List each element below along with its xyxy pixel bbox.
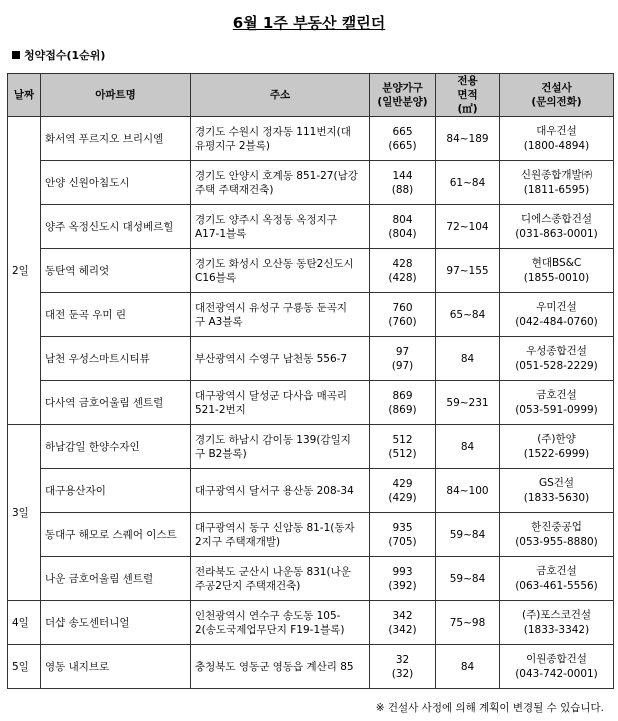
apartment-name: 대구용산자이: [41, 469, 191, 513]
total-units: 993: [392, 565, 413, 578]
supply-cell: [370, 645, 436, 689]
header-builder: [500, 74, 614, 117]
address-line1: 대구광역시 동구 신암동 81-1(동자: [195, 521, 355, 534]
general-units: (512): [388, 447, 417, 460]
table-row: [8, 337, 614, 381]
header-builder-line2: (문의전화): [531, 96, 582, 108]
builder-phone: (1811-6595): [523, 183, 590, 196]
address-line2: 주택 주택재건축): [195, 183, 274, 196]
calendar-table: [7, 73, 614, 689]
date-cell: 5일: [8, 645, 41, 689]
builder-cell: [500, 645, 614, 689]
address-line1: 경기도 화성시 오산동 동탄2신도시: [195, 257, 354, 270]
table-row: [8, 513, 614, 557]
table-row: [8, 117, 614, 161]
total-units: 665: [392, 125, 413, 138]
area-cell: 97~155: [436, 249, 500, 293]
table-row: [8, 645, 614, 689]
address-cell: [191, 293, 370, 337]
address-line2: 구 B2블록): [195, 447, 247, 460]
section-label: 청약접수(1순위): [24, 49, 106, 62]
date-cell: 3일: [8, 425, 41, 601]
builder-cell: [500, 557, 614, 601]
table-row: [8, 293, 614, 337]
builder-phone: (051-528-2229): [515, 359, 598, 372]
supply-cell: [370, 249, 436, 293]
address-cell: [191, 645, 370, 689]
area-cell: 84: [436, 425, 500, 469]
general-units: (665): [388, 139, 417, 152]
total-units: 428: [392, 257, 413, 270]
table-row: [8, 161, 614, 205]
address-line2: 주공2단지 주택재건축): [195, 579, 301, 592]
address-line1: 인천광역시 연수구 송도동 105-: [195, 609, 341, 622]
header-supply: [370, 74, 436, 117]
footnote: ※ 건설사 사정에 의해 계획이 변경될 수 있습니다.: [375, 702, 604, 714]
builder-cell: [500, 513, 614, 557]
address-line1: 대전광역시 유성구 구룡동 둔곡지: [195, 301, 348, 314]
apartment-name: 양주 옥정신도시 대성베르힐: [41, 205, 191, 249]
builder-cell: [500, 161, 614, 205]
address-cell: [191, 381, 370, 425]
builder-name: GS건설: [538, 476, 575, 489]
builder-name: 금호건설: [536, 564, 577, 577]
builder-cell: [500, 205, 614, 249]
header-supply-line2: (일반분양): [377, 96, 428, 108]
address-line2: C16블록: [195, 271, 236, 284]
total-units: 97: [395, 345, 410, 358]
address-cell: [191, 249, 370, 293]
builder-name: 금호건설: [536, 388, 577, 401]
address-line1: 전라북도 군산시 나운동 831(나운: [195, 565, 351, 578]
apartment-name: 하남감일 한양수자인: [41, 425, 191, 469]
builder-phone: (053-955-8880): [515, 535, 598, 548]
area-cell: 59~231: [436, 381, 500, 425]
table-body: [8, 117, 614, 689]
table-row: [8, 425, 614, 469]
apartment-name: 동탄역 헤리엇: [41, 249, 191, 293]
table-row: [8, 205, 614, 249]
supply-cell: [370, 205, 436, 249]
address-cell: [191, 117, 370, 161]
general-units: (32): [391, 667, 414, 680]
general-units: (804): [388, 227, 417, 240]
square-bullet-icon: [12, 51, 20, 59]
header-apt: 아파트명: [41, 74, 191, 117]
apartment-name: 더샵 송도센터니얼: [41, 601, 191, 645]
supply-cell: [370, 117, 436, 161]
date-cell: 2일: [8, 117, 41, 425]
supply-cell: [370, 161, 436, 205]
builder-cell: [500, 601, 614, 645]
builder-phone: (053-591-0999): [515, 403, 598, 416]
header-supply-line1: 분양가구: [382, 82, 423, 94]
header-area-line2: 면적: [457, 89, 478, 101]
general-units: (88): [391, 183, 414, 196]
area-cell: 84: [436, 337, 500, 381]
area-cell: 72~104: [436, 205, 500, 249]
general-units: (760): [388, 315, 417, 328]
builder-phone: (1833-5630): [523, 491, 590, 504]
area-cell: 65~84: [436, 293, 500, 337]
builder-name: 신원종합개발㈜: [520, 168, 593, 181]
address-line1: 충청북도 영동군 영동읍 계산리 85: [195, 660, 354, 673]
builder-cell: [500, 249, 614, 293]
general-units: (705): [388, 535, 417, 548]
general-units: (428): [388, 271, 417, 284]
address-line2: 2지구 주택재개발): [195, 535, 281, 548]
supply-cell: [370, 601, 436, 645]
supply-cell: [370, 293, 436, 337]
builder-name: 한진중공업: [531, 520, 582, 533]
address-line1: 대구광역시 달성군 다사읍 매곡리: [195, 389, 348, 402]
total-units: 512: [392, 433, 413, 446]
builder-name: (주)한양: [537, 432, 576, 445]
address-line2: 521-2번지: [195, 403, 246, 416]
apartment-name: 다사역 금호어울림 센트럴: [41, 381, 191, 425]
general-units: (869): [388, 403, 417, 416]
area-cell: 84~189: [436, 117, 500, 161]
builder-phone: (063-461-5556): [515, 579, 598, 592]
general-units: (97): [391, 359, 414, 372]
builder-name: 디에스종합건설: [520, 212, 592, 225]
date-cell: 4일: [8, 601, 41, 645]
header-date: 날짜: [8, 74, 41, 117]
total-units: 869: [392, 389, 413, 402]
builder-cell: [500, 469, 614, 513]
area-cell: 59~84: [436, 513, 500, 557]
address-line1: 경기도 양주시 옥정동 옥정지구: [195, 213, 337, 226]
address-cell: [191, 205, 370, 249]
builder-phone: (042-484-0760): [515, 315, 598, 328]
total-units: 429: [392, 477, 413, 490]
supply-cell: [370, 469, 436, 513]
address-cell: [191, 425, 370, 469]
builder-phone: (1833-3342): [523, 623, 590, 636]
supply-cell: [370, 557, 436, 601]
address-cell: [191, 513, 370, 557]
total-units: 804: [392, 213, 413, 226]
apartment-name: 동대구 해모로 스퀘어 이스트: [41, 513, 191, 557]
address-cell: [191, 469, 370, 513]
total-units: 760: [392, 301, 413, 314]
address-line2: A17-1블록: [195, 227, 247, 240]
section-heading: [12, 47, 105, 63]
table-row: [8, 469, 614, 513]
builder-cell: [500, 425, 614, 469]
general-units: (392): [388, 579, 417, 592]
builder-cell: [500, 117, 614, 161]
builder-name: (주)포스코건설: [521, 608, 592, 621]
header-address: 주소: [191, 74, 370, 117]
builder-phone: (043-742-0001): [515, 667, 598, 680]
apartment-name: 남천 우성스마트시티뷰: [41, 337, 191, 381]
area-cell: 75~98: [436, 601, 500, 645]
address-cell: [191, 557, 370, 601]
table-row: [8, 249, 614, 293]
builder-cell: [500, 337, 614, 381]
apartment-name: 안양 신원아침도시: [41, 161, 191, 205]
area-cell: 59~84: [436, 557, 500, 601]
table-header-row: [8, 74, 614, 117]
builder-phone: (1855-0010): [523, 271, 590, 284]
total-units: 32: [395, 653, 410, 666]
builder-name: 대우건설: [536, 124, 577, 137]
builder-cell: [500, 381, 614, 425]
table-row: [8, 381, 614, 425]
builder-name: 이원종합건설: [526, 652, 587, 665]
area-cell: 61~84: [436, 161, 500, 205]
builder-name: 우성종합건설: [526, 344, 587, 357]
supply-cell: [370, 337, 436, 381]
total-units: 144: [392, 169, 413, 182]
address-line1: 경기도 수원시 정자동 111번지(대: [195, 125, 351, 138]
apartment-name: 화서역 푸르지오 브리시엘: [41, 117, 191, 161]
builder-phone: (031-863-0001): [515, 227, 598, 240]
area-cell: 84: [436, 645, 500, 689]
header-area-line3: (㎡): [457, 103, 478, 115]
address-line2: 유평지구 2블록): [195, 139, 270, 152]
area-cell: 84~100: [436, 469, 500, 513]
supply-cell: [370, 425, 436, 469]
address-line1: 부산광역시 수영구 남천동 556-7: [195, 352, 348, 365]
general-units: (429): [388, 491, 417, 504]
apartment-name: 나운 금호어울림 센트럴: [41, 557, 191, 601]
address-line1: 경기도 안양시 호계동 851-27(남강: [195, 169, 358, 182]
address-line2: 2(송도국제업무단지 F19-1블록): [195, 623, 345, 636]
address-cell: [191, 337, 370, 381]
supply-cell: [370, 513, 436, 557]
address-cell: [191, 601, 370, 645]
total-units: 935: [392, 521, 413, 534]
address-line1: 경기도 하남시 감이동 139(감일지: [195, 433, 351, 446]
table-row: [8, 557, 614, 601]
header-builder-line1: 건설사: [541, 82, 572, 94]
apartment-name: 대전 둔곡 우미 린: [41, 293, 191, 337]
header-area-line1: 전용: [457, 75, 478, 87]
table-row: [8, 601, 614, 645]
general-units: (342): [388, 623, 417, 636]
page-title-text: 6월 1주 부동산 캘린더: [232, 14, 386, 32]
builder-name: 우미건설: [536, 300, 577, 313]
total-units: 342: [392, 609, 413, 622]
header-area: [436, 74, 500, 117]
address-line1: 대구광역시 달서구 용산동 208-34: [195, 484, 354, 497]
address-line2: 구 A3블록: [195, 315, 243, 328]
builder-phone: (1522-6999): [523, 447, 590, 460]
builder-cell: [500, 293, 614, 337]
apartment-name: 영동 내지브로: [41, 645, 191, 689]
supply-cell: [370, 381, 436, 425]
page-title: [0, 12, 618, 33]
address-cell: [191, 161, 370, 205]
builder-name: 현대BS&C: [531, 256, 582, 269]
builder-phone: (1800-4894): [523, 139, 590, 152]
